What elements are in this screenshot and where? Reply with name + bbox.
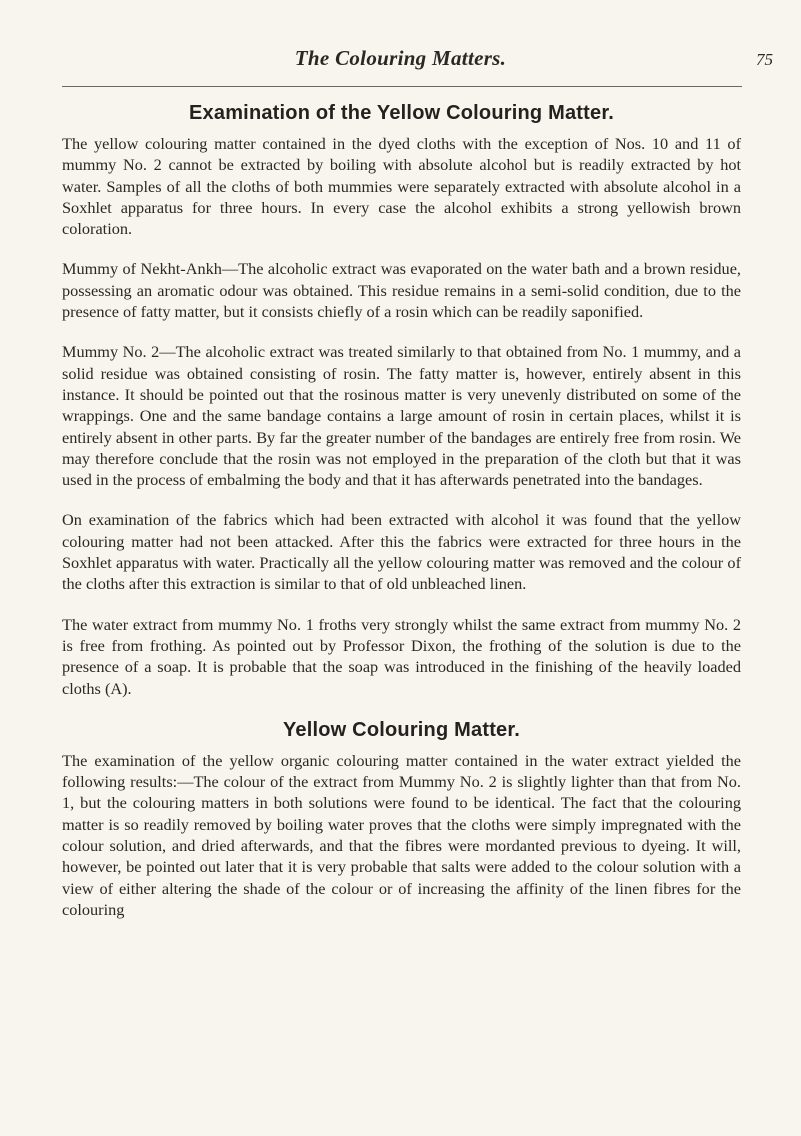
page-body [62,102,741,920]
paragraph: The yellow colouring matter contained in the dyed cloths with the exception of Nos. 10 and 11 of mummy No. 2 cannot be extracted by boiling with absolute alcohol but is readily extracted by hot water. Samples of all the cloths of both mummies were separately extracted with absolute alcohol in a Soxhlet apparatus for three hours. In every case the alcohol exhibits a strong yellowish brown coloration. [62,134,741,239]
section-heading-examination: Examination of the Yellow Colouring Matter. [189,102,614,124]
paragraph: The water extract from mummy No. 1 froths very strongly whilst the same extract from mummy No. 2 is free from frothing. As pointed out by Professor Dixon, the frothing of the solution is due to the presence of a soap. It is probable that the soap was introduced in the finishing of the heavily loaded cloths (A). [62,614,741,698]
page-number: 75 [756,50,773,69]
paragraph: The examination of the yellow organic colouring matter contained in the water extract yielded the following results:—The colour of the extract from Mummy No. 2 is slightly lighter than that from No. 1, but the colouring matters in both solutions were found to be identical. The fact that the colouring matter is so readily removed by boiling water proves that the cloths were simply impregnated with the colour solution, and dried afterwards, and that the fibres were mordanted previous to dyeing. It will, however, be pointed out later that it is very probable that salts were added to the colour solution with a view of either altering the shade of the colour or of increasing the affinity of the linen fibres for the colouring [62,750,741,919]
paragraph: Mummy No. 2—The alcoholic extract was treated similarly to that obtained from No. 1 mummy, and a solid residue was obtained consisting of rosin. The fatty matter is, however, entirely absent in this instance. It should be pointed out that the rosinous matter is very unevenly distributed on some of the wrappings. One and the same bandage contains a large amount of rosin in certain places, whilst it is entirely absent in other parts. By far the greater number of the bandages are entirely free from rosin. We may therefore conclude that the rosin was not employed in the preparation of the cloth but that it was used in the process of embalming the body and that it has afterwards penetrated into the bandages. [62,342,741,490]
section-heading-yellow-colouring: Yellow Colouring Matter. [282,718,521,741]
running-title: The Colouring Matters. [294,46,507,70]
paragraph: Mummy of Nekht-Ankh—The alcoholic extract was evaporated on the water bath and a brown residue, possessing an aromatic odour was obtained. This residue remains in a semi-solid condition, due to the presence of fatty matter, but it consists chiefly of a rosin which can be readily saponified. [62,259,741,322]
header-rule [62,86,742,87]
paragraph: On examination of the fabrics which had been extracted with alcohol it was found that the yellow colouring matter had not been attacked. After this the fabrics were extracted for three hours in the Soxhlet apparatus with water. Practically all the yellow colouring matter was removed and the colour of the cloths after this extraction is similar to that of old unbleached linen. [62,510,741,594]
